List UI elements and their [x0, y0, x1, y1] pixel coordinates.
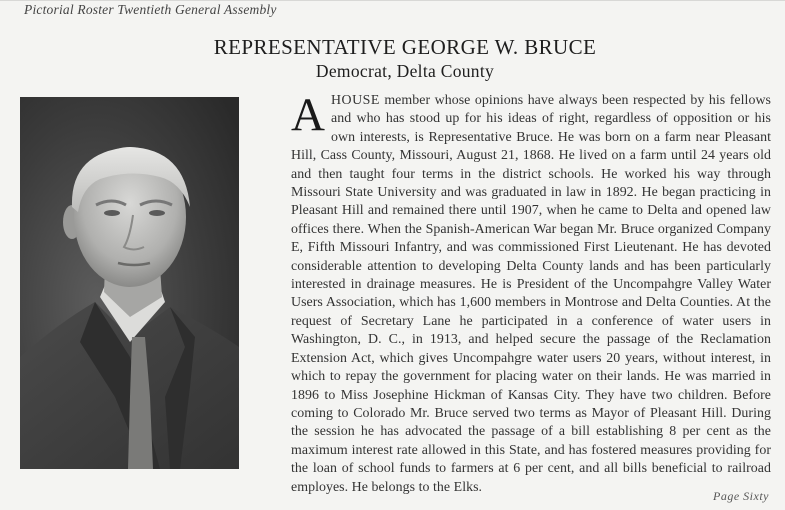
- portrait-photo: [20, 97, 239, 469]
- lead-word: HOUSE: [331, 93, 380, 108]
- title-block: [0, 34, 785, 82]
- biography-text: [291, 89, 771, 497]
- drop-cap: A: [291, 89, 325, 141]
- biography-body: member whose opinions have always been respected by his fellows and who has stood up for his ideas of right, regardless of opposition or his own interests, is Representative Bruce. He was born on a farm near Pleasant Hill, Cass County, Missouri, August 21, 1868. He lived on a farm until 24 years old and then taught four terms in the district schools. He worked his way through Missouri State University and was graduated in law in 1892. He began practicing in Pleasant Hill and remained there until 1907, when he came to Delta and opened law offices there. When the Spanish-American War began Mr. Bruce organized Company E, Fifth Missouri Infantry, and was commissioned First Lieutenant. He has devoted considerable attention to developing Delta County lands and has been particularly interested in drainage measures. He is President of the Uncompahgre Valley Water Users Association, which has 1,600 members in Montrose and Delta Counties. At the request of Secretary Lane he participated in a conference of water users in Washington, D. C., in 1913, and helped secure the passage of the Reclamation Extension Act, which gives Uncompahgre water users 20 years, without interest, in which to repay the government for placing water on their lands. He was married in 1896 to Miss Josephine Hickman of Kansas City. They have two children. Before coming to Colorado Mr. Bruce served two terms as Mayor of Pleasant Hill. During the session he has advocated the passage of a bill establishing 8 per cent as the maximum interest rate allowed in this State, and has fostered measures providing for the loan of school funds to farmers at 6 per cent, and all bills beneficial to railroad employes. He belongs to the Elks.: [291, 93, 771, 495]
- portrait-illustration: [20, 97, 239, 469]
- page-edge: [0, 0, 785, 1]
- page-number: Page Sixty: [713, 489, 769, 503]
- running-head: Pictorial Roster Twentieth General Assembly: [24, 2, 277, 17]
- party-county-subtitle: Democrat, Delta County: [315, 61, 495, 81]
- page-title: REPRESENTATIVE GEORGE W. BRUCE: [213, 35, 597, 59]
